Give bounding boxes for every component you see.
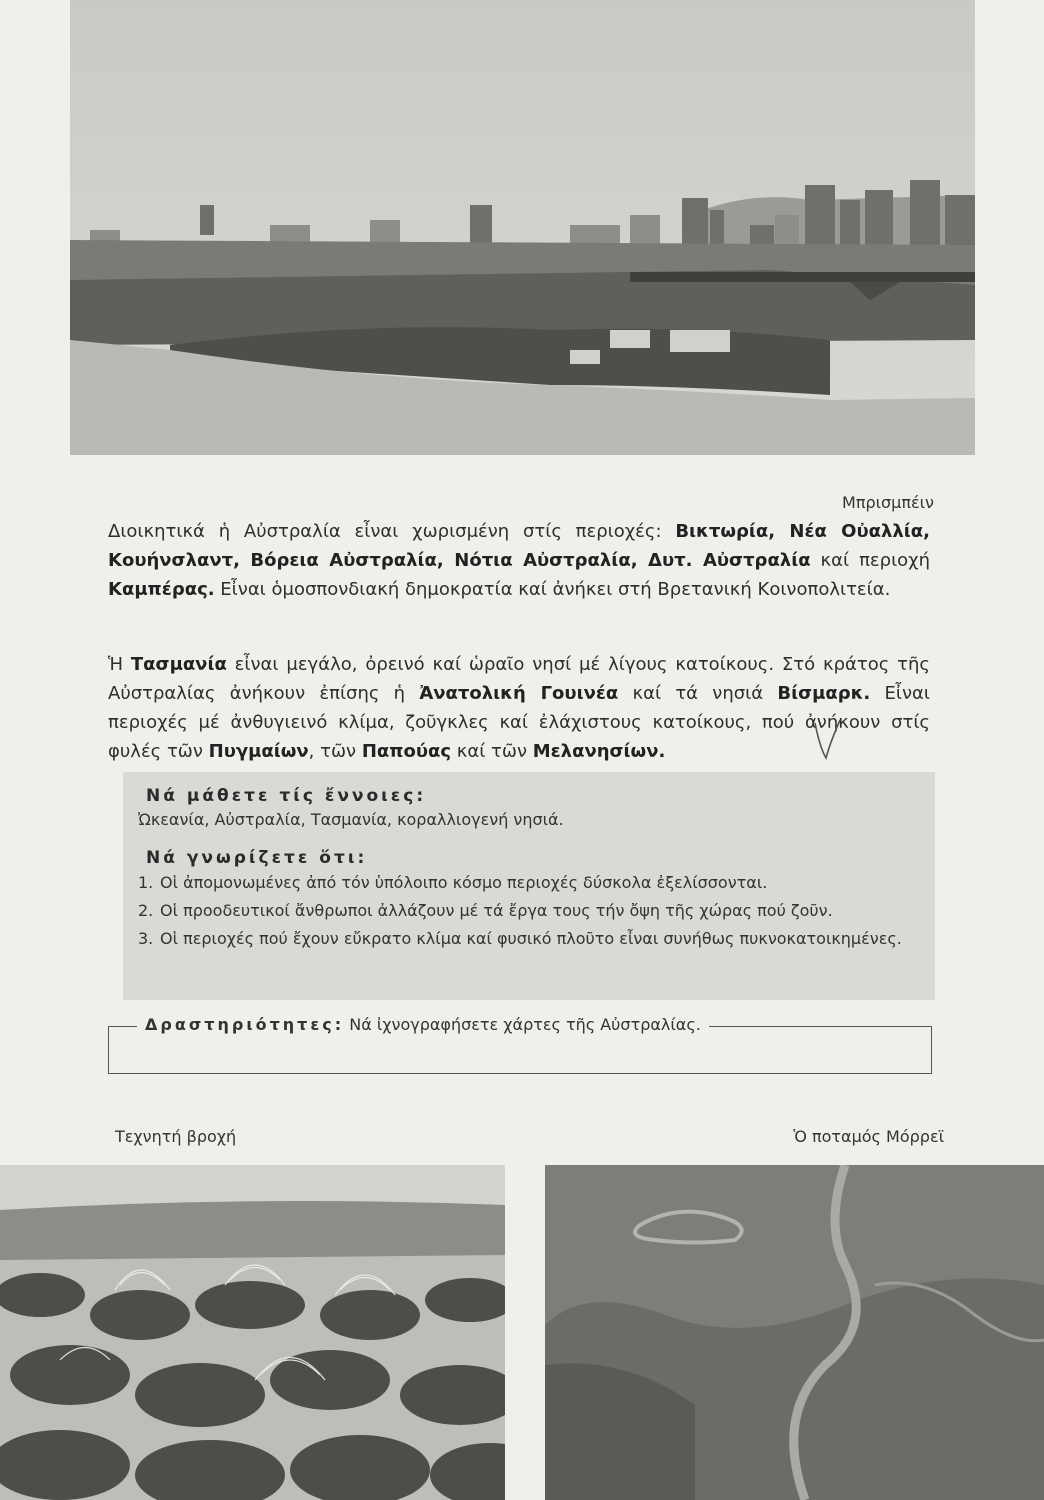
bold-term: Βίσμαρκ.: [777, 683, 871, 704]
activities-box: [108, 1015, 932, 1074]
photo-caption-brisbane: Μπρισμπέιν: [842, 493, 934, 512]
activities-text: Νά ἰχνογραφήσετε χάρτες τῆς Αὐστραλίας.: [349, 1015, 701, 1034]
bold-term: Πυγμαίων: [208, 741, 309, 762]
bold-term: Ἀνατολική Γουινέα: [419, 683, 619, 704]
paragraph-text: εἶναι μεγάλο, ὀρεινό καί ὡραῖο νησί μέ λίγους κατοίκους. Στό κράτος τῆς Αὐστραλίας ἀνήκουν ἐπίσης ἡ: [108, 654, 930, 704]
paragraph-text: καί τῶν: [451, 741, 533, 762]
bold-term: Τασμανία: [130, 654, 227, 675]
learning-box: [123, 772, 935, 1000]
paragraph-text: Εἶναι περιοχές μέ ἀνθυγιεινό κλίμα, ζοῦγκλες καί ἐλάχιστους κατοίκους, πού ἀνήκουν στίς φυλές τῶν: [108, 683, 930, 762]
paragraph-text: καί περιοχή: [810, 550, 930, 571]
concepts-heading: Νά μάθετε τίς ἔννοιες:: [146, 786, 427, 806]
paragraph-tasmania: [108, 650, 930, 766]
bold-term: Βικτωρία, Νέα Οὐαλλία, Κουήνσλαντ, Βόρεια Αὐστραλία, Νότια Αὐστραλία, Δυτ. Αὐστραλία: [108, 521, 930, 571]
bold-term: Καμπέρας.: [108, 579, 215, 600]
list-item: [138, 870, 918, 895]
murray-river-photo: [545, 1165, 1044, 1500]
list-text: Οἱ περιοχές πού ἔχουν εὔκρατο κλίμα καί φυσικό πλοῦτο εἶναι συνήθως πυκνοκατοικημένες.: [160, 929, 902, 948]
paragraph-administration: [108, 517, 930, 604]
list-number: 1.: [138, 873, 154, 892]
list-text: Οἱ ἀπομονωμένες ἀπό τόν ὑπόλοιπο κόσμο περιοχές δύσκολα ἐξελίσσονται.: [160, 873, 768, 892]
photo-caption-murray-river: Ὁ ποταμός Μόρρεϊ: [793, 1127, 944, 1146]
photo-caption-irrigation: Τεχνητή βροχή: [115, 1127, 237, 1146]
brisbane-photo: [70, 0, 975, 455]
list-number: 3.: [138, 929, 154, 948]
paragraph-text: , τῶν: [308, 741, 362, 762]
handwritten-check-mark: [812, 718, 842, 763]
paragraph-text: Εἶναι ὁμοσπονδιακή δημοκρατία καί ἀνήκει στή Βρετανική Κοινοπολιτεία.: [214, 579, 891, 600]
facts-list: [138, 870, 918, 954]
know-heading: Νά γνωρίζετε ὅτι:: [146, 848, 368, 868]
list-item: [138, 898, 918, 923]
paragraph-text: Διοικητικά ἡ Αὐστραλία εἶναι χωρισμένη στίς περιοχές:: [108, 521, 676, 542]
activities-heading: Δραστηριότητες:: [145, 1015, 345, 1034]
activities-label: [137, 1015, 709, 1034]
list-text: Οἱ προοδευτικοί ἄνθρωποι ἀλλάζουν μέ τά ἔργα τους τήν ὄψη τῆς χώρας πού ζοῦν.: [160, 901, 833, 920]
irrigation-photo: [0, 1165, 505, 1500]
list-item: [138, 926, 918, 951]
list-number: 2.: [138, 901, 154, 920]
bold-term: Παπούας: [361, 741, 452, 762]
bold-term: Μελανησίων.: [532, 741, 666, 762]
concepts-list: Ὠκεανία, Αὐστραλία, Τασμανία, κοραλλιογενή νησιά.: [138, 810, 564, 829]
paragraph-text: καί τά νησιά: [618, 683, 778, 704]
paragraph-text: Ἡ: [108, 654, 131, 675]
